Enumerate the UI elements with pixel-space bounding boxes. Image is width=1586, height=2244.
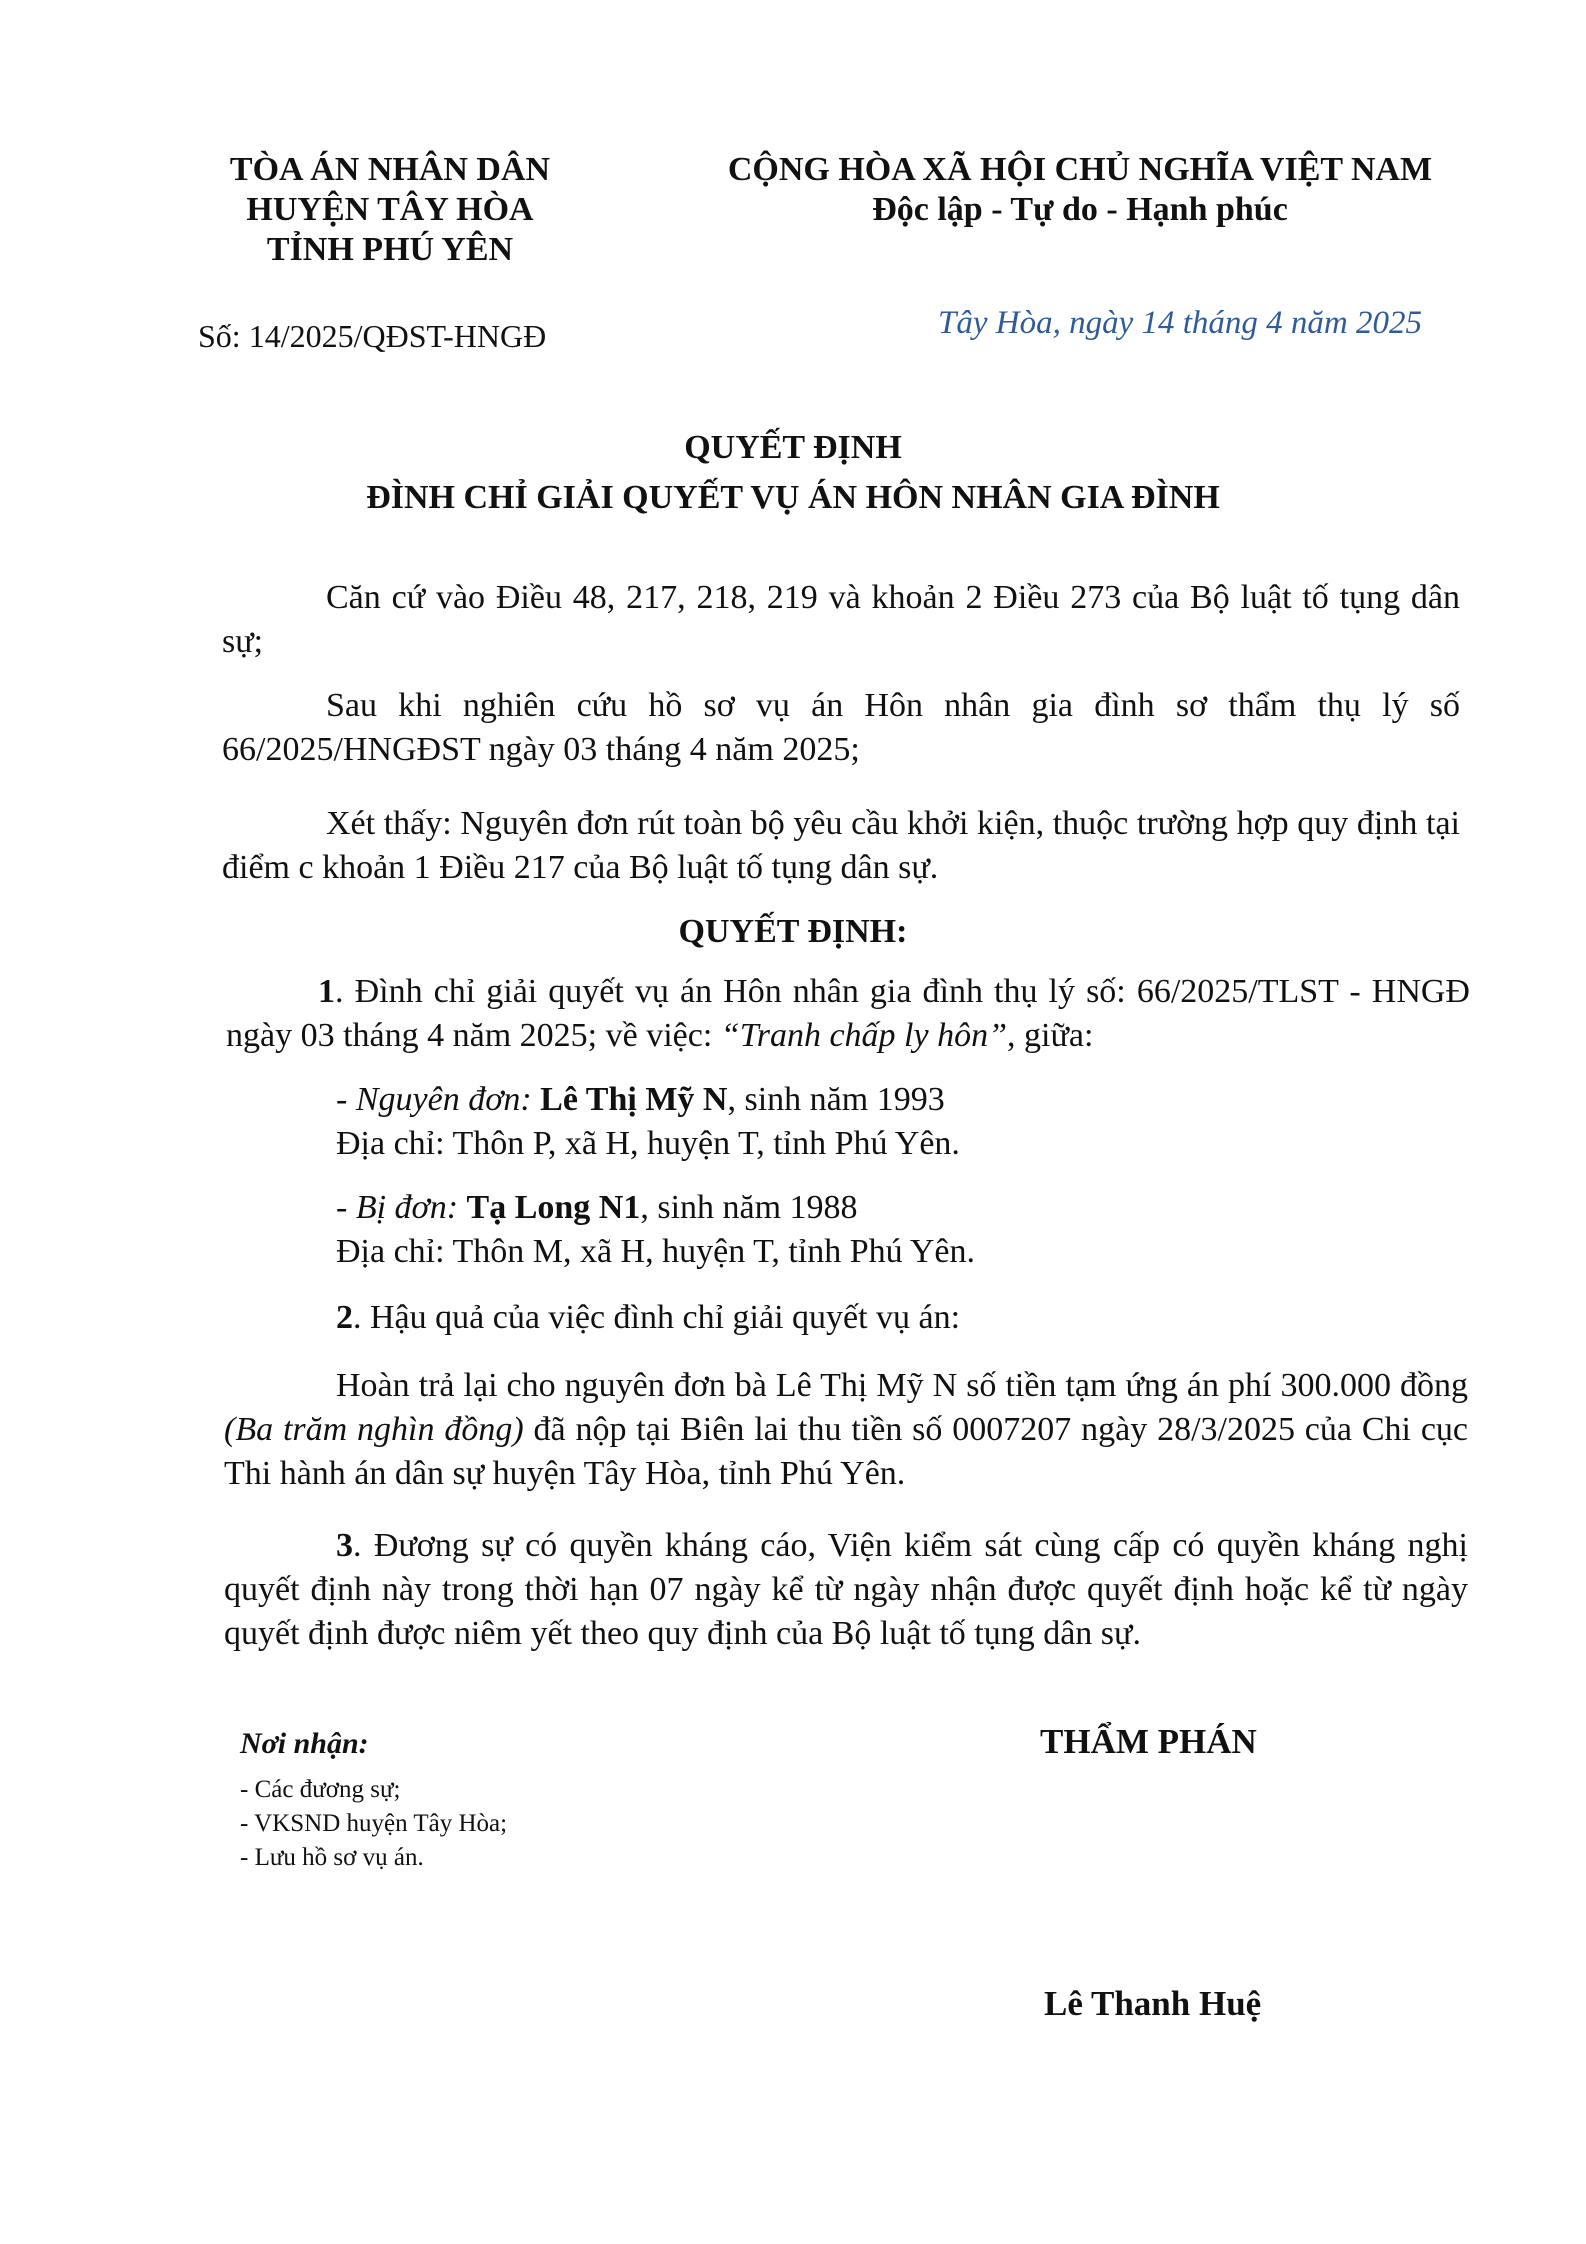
judge-name: Lê Thanh Huệ [1044, 1984, 1262, 2023]
recipient-item: - Các đương sự; [240, 1776, 401, 1803]
document-subtitle: ĐÌNH CHỈ GIẢI QUYẾT VỤ ÁN HÔN NHÂN GIA ĐÌNH [366, 479, 1220, 516]
place-date: Tây Hòa, ngày 14 tháng 4 năm 2025 [938, 305, 1422, 341]
plaintiff-role: Nguyên đơn: [355, 1081, 532, 1118]
decision-heading: QUYẾT ĐỊNH: [678, 913, 908, 950]
document-number: Số: 14/2025/QĐST-HNGĐ [198, 318, 547, 354]
defendant-dash: - [336, 1189, 356, 1226]
national-header [680, 150, 1480, 230]
item-1-number: 1 [318, 973, 335, 1010]
item-2-number: 2 [336, 1299, 353, 1336]
plaintiff-line [336, 1078, 1336, 1122]
case-type: “Tranh chấp ly hôn” [720, 1017, 1007, 1054]
refund-amount-words: (Ba trăm nghìn đồng) [224, 1411, 524, 1448]
decision-item-2 [336, 1296, 1336, 1340]
plaintiff-address: Địa chỉ: Thôn P, xã H, huyện T, tỉnh Phú Yên. [336, 1125, 960, 1162]
defendant-line [336, 1186, 1336, 1230]
court-district: HUYỆN TÂY HÒA [246, 191, 534, 228]
recipient-item: - Lưu hồ sơ vụ án. [240, 1844, 424, 1871]
plaintiff-birth: , sinh năm 1993 [727, 1081, 945, 1118]
document-title: QUYẾT ĐỊNH [684, 429, 902, 466]
refund-text: Hoàn trả lại cho nguyên đơn bà Lê Thị Mỹ N số tiền tạm ứng án phí 300.000 đồng [336, 1367, 1468, 1404]
item-1-text: . Đình chỉ giải quyết vụ án Hôn nhân gia đình thụ lý số: 66/2025/TLST - HNGĐ ngày 03 tháng 4 năm 2025; về việc: [226, 973, 1470, 1054]
defendant-address: Địa chỉ: Thôn M, xã H, huyện T, tỉnh Phú Yên. [336, 1233, 976, 1270]
decision-item-3 [224, 1524, 1468, 1656]
item-3-text: . Đương sự có quyền kháng cáo, Viện kiểm sát cùng cấp có quyền kháng nghị quyết định này trong thời hạn 07 ngày kể từ ngày nhận được quyết định hoặc kể từ ngày quyết định được niêm yết theo quy định của Bộ luật tố tụng dân sự. [224, 1527, 1468, 1652]
court-province: TỈNH PHÚ YÊN [266, 231, 514, 268]
refund-paragraph [224, 1364, 1468, 1496]
national-motto: Độc lập - Tự do - Hạnh phúc [872, 191, 1288, 228]
item-1-text-end: , giữa: [1007, 1017, 1094, 1054]
decision-item-1 [226, 970, 1470, 1058]
plaintiff-name: Lê Thị Mỹ N [540, 1081, 728, 1118]
signature-title: THẨM PHÁN [1040, 1722, 1257, 1761]
court-header [170, 150, 610, 270]
refund-text-end: đã nộp tại Biên lai thu tiền số 0007207 ngày 28/3/2025 của Chi cục Thi hành án dân sự huyện Tây Hòa, tỉnh Phú Yên. [224, 1411, 1469, 1492]
preamble-legal-basis: Căn cứ vào Điều 48, 217, 218, 219 và khoản 2 Điều 273 của Bộ luật tố tụng dân sự; [222, 579, 1460, 660]
item-2-text: . Hậu quả của việc đình chỉ giải quyết vụ án: [353, 1299, 961, 1336]
defendant-name: Tạ Long N1 [466, 1189, 641, 1226]
recipient-item: - VKSND huyện Tây Hòa; [240, 1810, 508, 1837]
plaintiff-dash: - [336, 1081, 356, 1118]
recipients-title: Nơi nhận: [240, 1727, 369, 1760]
preamble-finding: Xét thấy: Nguyên đơn rút toàn bộ yêu cầu khởi kiện, thuộc trường hợp quy định tại điểm c khoản 1 Điều 217 của Bộ luật tố tụng dân sự. [222, 805, 1460, 886]
preamble-study: Sau khi nghiên cứu hồ sơ vụ án Hôn nhân gia đình sơ thẩm thụ lý số 66/2025/HNGĐST ngày 03 tháng 4 năm 2025; [222, 687, 1460, 768]
defendant-role: Bị đơn: [355, 1189, 459, 1226]
item-3-number: 3 [336, 1527, 353, 1564]
court-name: TÒA ÁN NHÂN DÂN [229, 151, 551, 188]
country-name: CỘNG HÒA XÃ HỘI CHỦ NGHĨA VIỆT NAM [727, 151, 1433, 188]
defendant-birth: , sinh năm 1988 [640, 1189, 858, 1226]
